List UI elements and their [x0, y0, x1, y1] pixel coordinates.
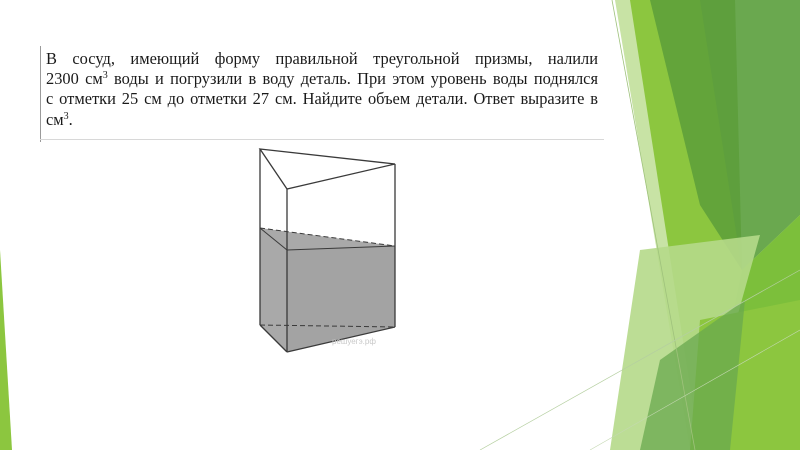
problem-statement: [46, 49, 598, 130]
problem-line-2: 2300 $см^3$ воды и погрузили в воду деталь. При этом уровень воды поднялся: [46, 69, 598, 89]
problem-line-1: В сосуд, имеющий форму правильной треугольной призмы, налили: [46, 49, 598, 68]
prism-figure: [250, 140, 410, 355]
prism-top-face: [260, 149, 395, 189]
green-shape-left: [0, 250, 12, 450]
exponent: 3: [63, 110, 69, 122]
volume-value: 2300 см: [46, 69, 103, 89]
problem-line-3: с отметки 25 см до отметки 27 см. Найдите объем детали. Ответ выразите в: [46, 89, 598, 109]
watermark: решуегэ.рф: [332, 337, 376, 346]
unit: см: [46, 109, 64, 129]
text-frame-border: [40, 46, 41, 142]
problem-line-4: $см^3$.: [46, 109, 73, 129]
exponent: 3: [102, 70, 108, 82]
